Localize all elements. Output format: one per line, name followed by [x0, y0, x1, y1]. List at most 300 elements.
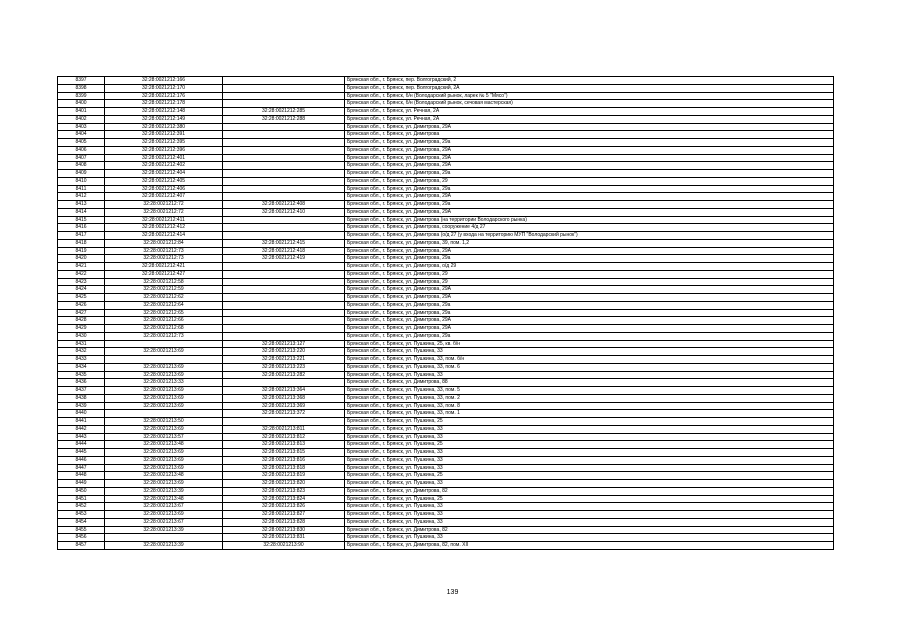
land-cadastral-number-cell: 32:28:0021213:69 [105, 511, 223, 519]
object-cadastral-number-cell: 32:28:0021213:818 [223, 464, 345, 472]
row-number-cell: 8410 [58, 177, 105, 185]
table-row [58, 410, 834, 418]
table-row [58, 216, 834, 224]
table-row [58, 503, 834, 511]
table-row [58, 208, 834, 216]
land-cadastral-number-cell: 32:28:0021213:48 [105, 472, 223, 480]
table-row [58, 84, 834, 92]
row-number-cell: 8424 [58, 286, 105, 294]
land-cadastral-number-cell: 32:28:0021213:69 [105, 449, 223, 457]
object-cadastral-number-cell [223, 193, 345, 201]
object-cadastral-number-cell: 32:28:0021213:815 [223, 449, 345, 457]
table-row [58, 263, 834, 271]
land-cadastral-number-cell: 32:28:0021213:48 [105, 441, 223, 449]
address-cell: Брянская обл., г. Брянск, ул. Димитрова, 29 [345, 278, 834, 286]
table-row [58, 371, 834, 379]
row-number-cell: 8428 [58, 317, 105, 325]
address-cell: Брянская обл., г. Брянск, ул. Димитрова, 29а [345, 332, 834, 340]
cadastral-register-table [57, 76, 834, 550]
land-cadastral-number-cell: 32:28:0021213:69 [105, 363, 223, 371]
land-cadastral-number-cell: 32:28:0021212:401 [105, 154, 223, 162]
land-cadastral-number-cell: 32:28:0021212:68 [105, 325, 223, 333]
object-cadastral-number-cell: 32:28:0021212:419 [223, 255, 345, 263]
object-cadastral-number-cell: 32:28:0021213:830 [223, 526, 345, 534]
object-cadastral-number-cell [223, 325, 345, 333]
row-number-cell: 8455 [58, 526, 105, 534]
address-cell: Брянская обл., г. Брянск, ул. Пушкина, 25 [345, 472, 834, 480]
row-number-cell: 8406 [58, 146, 105, 154]
table-row [58, 332, 834, 340]
object-cadastral-number-cell [223, 286, 345, 294]
object-cadastral-number-cell: 32:28:0021213:221 [223, 356, 345, 364]
object-cadastral-number-cell [223, 224, 345, 232]
object-cadastral-number-cell [223, 123, 345, 131]
address-cell: Брянская обл., г. Брянск, ул. Димитрова, 29а [345, 309, 834, 317]
row-number-cell: 8426 [58, 301, 105, 309]
land-cadastral-number-cell: 32:28:0021212:427 [105, 270, 223, 278]
land-cadastral-number-cell: 32:28:0021213:69 [105, 425, 223, 433]
land-cadastral-number-cell: 32:28:0021212:58 [105, 278, 223, 286]
address-cell: Брянская обл., г. Брянск, ул. Пушкина, 33 [345, 425, 834, 433]
table-row [58, 418, 834, 426]
land-cadastral-number-cell: 32:28:0021212:62 [105, 294, 223, 302]
land-cadastral-number-cell: 32:28:0021212:406 [105, 185, 223, 193]
land-cadastral-number-cell [105, 340, 223, 348]
land-cadastral-number-cell: 32:28:0021213:69 [105, 456, 223, 464]
row-number-cell: 8423 [58, 278, 105, 286]
table-row [58, 185, 834, 193]
table-row [58, 526, 834, 534]
row-number-cell: 8443 [58, 433, 105, 441]
address-cell: Брянская обл., г. Брянск, ул. Димитрова, 29а [345, 139, 834, 147]
table-row [58, 123, 834, 131]
land-cadastral-number-cell [105, 410, 223, 418]
land-cadastral-number-cell: 32:28:0021212:421 [105, 263, 223, 271]
land-cadastral-number-cell: 32:28:0021212:178 [105, 100, 223, 108]
table-row [58, 487, 834, 495]
row-number-cell: 8405 [58, 139, 105, 147]
table-row [58, 92, 834, 100]
object-cadastral-number-cell: 32:28:0021212:288 [223, 115, 345, 123]
table-row [58, 433, 834, 441]
table-row [58, 154, 834, 162]
table-row [58, 255, 834, 263]
object-cadastral-number-cell [223, 232, 345, 240]
address-cell: Брянская обл., г. Брянск, ул. Пушкина, 25, кв. б/н [345, 340, 834, 348]
row-number-cell: 8427 [58, 309, 105, 317]
row-number-cell: 8438 [58, 394, 105, 402]
table-row [58, 239, 834, 247]
address-cell: Брянская обл., г. Брянск, ул. Димитрова, 29 [345, 270, 834, 278]
table-row [58, 108, 834, 116]
object-cadastral-number-cell: 32:28:0021213:827 [223, 511, 345, 519]
row-number-cell: 8398 [58, 84, 105, 92]
address-cell: Брянская обл., г. Брянск, ул. Пушкина, 33 [345, 480, 834, 488]
address-cell: Брянская обл., г. Брянск, ул. Димитрова (о/д 27 (у входа на территорию МУП "Володарский рынок") [345, 232, 834, 240]
object-cadastral-number-cell [223, 146, 345, 154]
row-number-cell: 8416 [58, 224, 105, 232]
address-cell: Брянская обл., г. Брянск, ул. Димитрова, 29а [345, 301, 834, 309]
object-cadastral-number-cell: 32:28:0021213:828 [223, 518, 345, 526]
address-cell: Брянская обл., г. Брянск, ул. Пушкина, 33 [345, 534, 834, 542]
land-cadastral-number-cell: 32:28:0021213:39 [105, 542, 223, 550]
object-cadastral-number-cell: 32:28:0021212:415 [223, 239, 345, 247]
row-number-cell: 8412 [58, 193, 105, 201]
object-cadastral-number-cell: 32:28:0021213:364 [223, 387, 345, 395]
land-cadastral-number-cell: 32:28:0021212:380 [105, 123, 223, 131]
address-cell: Брянская обл., г. Брянск, ул. Пушкина, 33, пом. 5 [345, 387, 834, 395]
object-cadastral-number-cell: 32:28:0021213:127 [223, 340, 345, 348]
table-row [58, 464, 834, 472]
object-cadastral-number-cell: 32:28:0021213:813 [223, 441, 345, 449]
address-cell: Брянская обл., г. Брянск, ул. Пушкина, 33 [345, 518, 834, 526]
land-cadastral-number-cell: 32:28:0021213:69 [105, 394, 223, 402]
table-row [58, 131, 834, 139]
table-row [58, 472, 834, 480]
row-number-cell: 8415 [58, 216, 105, 224]
row-number-cell: 8403 [58, 123, 105, 131]
row-number-cell: 8441 [58, 418, 105, 426]
object-cadastral-number-cell [223, 185, 345, 193]
object-cadastral-number-cell [223, 418, 345, 426]
object-cadastral-number-cell: 32:28:0021213:369 [223, 402, 345, 410]
object-cadastral-number-cell: 32:28:0021213:282 [223, 371, 345, 379]
address-cell: Брянская обл., г. Брянск, ул. Димитрова, 88 [345, 379, 834, 387]
row-number-cell: 8436 [58, 379, 105, 387]
table-row [58, 542, 834, 550]
table-body [58, 77, 834, 550]
row-number-cell: 8449 [58, 480, 105, 488]
object-cadastral-number-cell [223, 263, 345, 271]
land-cadastral-number-cell: 32:28:0021213:67 [105, 503, 223, 511]
object-cadastral-number-cell [223, 92, 345, 100]
address-cell: Брянская обл., г. Брянск, ул. Димитрова, 29А [345, 154, 834, 162]
table-row [58, 146, 834, 154]
address-cell: Брянская обл., г. Брянск, ул. Пушкина, 33, пом. 1 [345, 410, 834, 418]
row-number-cell: 8445 [58, 449, 105, 457]
land-cadastral-number-cell: 32:28:0021212:73 [105, 332, 223, 340]
row-number-cell: 8434 [58, 363, 105, 371]
address-cell: Брянская обл., г. Брянск, ул. Димитрова, 29А [345, 146, 834, 154]
row-number-cell: 8402 [58, 115, 105, 123]
table-row [58, 348, 834, 356]
table-row [58, 534, 834, 542]
land-cadastral-number-cell: 32:28:0021212:66 [105, 317, 223, 325]
table-row [58, 201, 834, 209]
object-cadastral-number-cell [223, 301, 345, 309]
address-cell: Брянская обл., г. Брянск, ул. Пушкина, 33 [345, 371, 834, 379]
address-cell: Брянская обл., г. Брянск, ул. Пушкина, 33 [345, 348, 834, 356]
table-row [58, 317, 834, 325]
land-cadastral-number-cell: 32:28:0021212:414 [105, 232, 223, 240]
table-row [58, 139, 834, 147]
address-cell: Брянская обл., г. Брянск, ул. Пушкина, 33 [345, 464, 834, 472]
address-cell: Брянская обл., г. Брянск, ул. Речная, 2А [345, 108, 834, 116]
address-cell: Брянская обл., г. Брянск, ул. Димитрова, 29а [345, 170, 834, 178]
table-row [58, 270, 834, 278]
land-cadastral-number-cell: 32:28:0021212:73 [105, 255, 223, 263]
table-row [58, 224, 834, 232]
row-number-cell: 8453 [58, 511, 105, 519]
object-cadastral-number-cell [223, 278, 345, 286]
row-number-cell: 8404 [58, 131, 105, 139]
table-row [58, 402, 834, 410]
object-cadastral-number-cell: 32:28:0021213:816 [223, 456, 345, 464]
land-cadastral-number-cell: 32:28:0021213:48 [105, 495, 223, 503]
land-cadastral-number-cell: 32:28:0021212:404 [105, 170, 223, 178]
address-cell: Брянская обл., г. Брянск, ул. Димитрова, 29А [345, 325, 834, 333]
row-number-cell: 8454 [58, 518, 105, 526]
object-cadastral-number-cell [223, 317, 345, 325]
land-cadastral-number-cell: 32:28:0021212:64 [105, 301, 223, 309]
object-cadastral-number-cell: 32:28:0021213:223 [223, 363, 345, 371]
land-cadastral-number-cell: 32:28:0021213:69 [105, 348, 223, 356]
land-cadastral-number-cell [105, 356, 223, 364]
land-cadastral-number-cell: 32:28:0021212:396 [105, 146, 223, 154]
address-cell: Брянская обл., г. Брянск, ул. Димитрова, 29А [345, 247, 834, 255]
row-number-cell: 8417 [58, 232, 105, 240]
land-cadastral-number-cell: 32:28:0021213:69 [105, 480, 223, 488]
row-number-cell: 8432 [58, 348, 105, 356]
land-cadastral-number-cell: 32:28:0021212:412 [105, 224, 223, 232]
address-cell: Брянская обл., г. Брянск, ул. Димитрова, 29А [345, 317, 834, 325]
address-cell: Брянская обл., г. Брянск, б/н (Володарский рынок, ларек № 5 "Мясо") [345, 92, 834, 100]
object-cadastral-number-cell [223, 309, 345, 317]
table-row [58, 232, 834, 240]
row-number-cell: 8439 [58, 402, 105, 410]
table-row [58, 518, 834, 526]
object-cadastral-number-cell [223, 77, 345, 85]
land-cadastral-number-cell: 32:28:0021213:69 [105, 387, 223, 395]
row-number-cell: 8437 [58, 387, 105, 395]
object-cadastral-number-cell [223, 216, 345, 224]
row-number-cell: 8457 [58, 542, 105, 550]
land-cadastral-number-cell: 32:28:0021212:148 [105, 108, 223, 116]
table-row [58, 441, 834, 449]
object-cadastral-number-cell [223, 379, 345, 387]
address-cell: Брянская обл., г. Брянск, ул. Пушкина, 33 [345, 456, 834, 464]
row-number-cell: 8431 [58, 340, 105, 348]
land-cadastral-number-cell: 32:28:0021213:69 [105, 371, 223, 379]
land-cadastral-number-cell: 32:28:0021212:73 [105, 247, 223, 255]
land-cadastral-number-cell [105, 534, 223, 542]
land-cadastral-number-cell: 32:28:0021212:407 [105, 193, 223, 201]
object-cadastral-number-cell [223, 170, 345, 178]
object-cadastral-number-cell [223, 100, 345, 108]
table-row [58, 247, 834, 255]
row-number-cell: 8448 [58, 472, 105, 480]
land-cadastral-number-cell: 32:28:0021212:170 [105, 84, 223, 92]
address-cell: Брянская обл., г. Брянск, ул. Пушкина, 33 [345, 503, 834, 511]
object-cadastral-number-cell: 32:28:0021212:285 [223, 108, 345, 116]
row-number-cell: 8435 [58, 371, 105, 379]
object-cadastral-number-cell [223, 270, 345, 278]
object-cadastral-number-cell [223, 294, 345, 302]
page-number: 139 [446, 589, 459, 596]
table-row [58, 309, 834, 317]
object-cadastral-number-cell [223, 84, 345, 92]
object-cadastral-number-cell: 32:28:0021213:831 [223, 534, 345, 542]
address-cell: Брянская обл., г. Брянск, ул. Димитрова, 82, пом. XII [345, 542, 834, 550]
land-cadastral-number-cell: 32:28:0021212:149 [105, 115, 223, 123]
address-cell: Брянская обл., г. Брянск, ул. Пушкина, 25 [345, 418, 834, 426]
table-row [58, 379, 834, 387]
address-cell: Брянская обл., г. Брянск, ул. Димитрова, 29А [345, 208, 834, 216]
table-row [58, 425, 834, 433]
table-row [58, 170, 834, 178]
row-number-cell: 8450 [58, 487, 105, 495]
table-row [58, 511, 834, 519]
object-cadastral-number-cell: 32:28:0021213:90 [223, 542, 345, 550]
table-row [58, 363, 834, 371]
land-cadastral-number-cell: 32:28:0021213:39 [105, 526, 223, 534]
row-number-cell: 8447 [58, 464, 105, 472]
address-cell: Брянская обл., г. Брянск, ул. Пушкина, 33, пом. б/н [345, 356, 834, 364]
object-cadastral-number-cell: 32:28:0021213:819 [223, 472, 345, 480]
address-cell: Брянская обл., г. Брянск, ул. Димитрова, 82 [345, 526, 834, 534]
object-cadastral-number-cell: 32:28:0021213:823 [223, 487, 345, 495]
land-cadastral-number-cell: 32:28:0021212:65 [105, 309, 223, 317]
table-row [58, 356, 834, 364]
table-row [58, 77, 834, 85]
object-cadastral-number-cell [223, 177, 345, 185]
row-number-cell: 8451 [58, 495, 105, 503]
row-number-cell: 8444 [58, 441, 105, 449]
row-number-cell: 8414 [58, 208, 105, 216]
land-cadastral-number-cell: 32:28:0021213:69 [105, 464, 223, 472]
address-cell: Брянская обл., г. Брянск, ул. Димитрова, 29а [345, 255, 834, 263]
row-number-cell: 8408 [58, 162, 105, 170]
object-cadastral-number-cell: 32:28:0021213:826 [223, 503, 345, 511]
row-number-cell: 8421 [58, 263, 105, 271]
object-cadastral-number-cell: 32:28:0021213:824 [223, 495, 345, 503]
land-cadastral-number-cell: 32:28:0021213:67 [105, 518, 223, 526]
object-cadastral-number-cell [223, 332, 345, 340]
table-row [58, 100, 834, 108]
address-cell: Брянская обл., г. Брянск, ул. Пушкина, 33 [345, 449, 834, 457]
land-cadastral-number-cell: 32:28:0021212:405 [105, 177, 223, 185]
object-cadastral-number-cell [223, 131, 345, 139]
row-number-cell: 8446 [58, 456, 105, 464]
object-cadastral-number-cell [223, 139, 345, 147]
address-cell: Брянская обл., г. Брянск, ул. Димитрова, 29А [345, 162, 834, 170]
land-cadastral-number-cell: 32:28:0021213:69 [105, 402, 223, 410]
address-cell: Брянская обл., г. Брянск, пер. Волгоградский, 2 [345, 77, 834, 85]
table-row [58, 278, 834, 286]
table-row [58, 387, 834, 395]
table-row [58, 340, 834, 348]
table-row [58, 115, 834, 123]
row-number-cell: 8430 [58, 332, 105, 340]
row-number-cell: 8400 [58, 100, 105, 108]
address-cell: Брянская обл., г. Брянск, ул. Димитрова, 29А [345, 123, 834, 131]
row-number-cell: 8397 [58, 77, 105, 85]
land-cadastral-number-cell: 32:28:0021213:57 [105, 433, 223, 441]
land-cadastral-number-cell: 32:28:0021213:33 [105, 379, 223, 387]
object-cadastral-number-cell: 32:28:0021213:811 [223, 425, 345, 433]
table-row [58, 177, 834, 185]
object-cadastral-number-cell: 32:28:0021213:368 [223, 394, 345, 402]
table-row [58, 294, 834, 302]
object-cadastral-number-cell: 32:28:0021213:812 [223, 433, 345, 441]
land-cadastral-number-cell: 32:28:0021212:59 [105, 286, 223, 294]
land-cadastral-number-cell: 32:28:0021212:166 [105, 77, 223, 85]
address-cell: Брянская обл., г. Брянск, ул. Пушкина, 33, пом. 8 [345, 402, 834, 410]
row-number-cell: 8407 [58, 154, 105, 162]
address-cell: Брянская обл., г. Брянск, пер. Волгоградский, 2А [345, 84, 834, 92]
object-cadastral-number-cell: 32:28:0021213:220 [223, 348, 345, 356]
land-cadastral-number-cell: 32:28:0021212:72 [105, 208, 223, 216]
table-row [58, 394, 834, 402]
table-row [58, 162, 834, 170]
table-row [58, 193, 834, 201]
land-cadastral-number-cell: 32:28:0021212:72 [105, 201, 223, 209]
table-row [58, 480, 834, 488]
address-cell: Брянская обл., г. Брянск, ул. Пушкина, 25 [345, 441, 834, 449]
table-row [58, 449, 834, 457]
address-cell: Брянская обл., г. Брянск, ул. Пушкина, 33, пом. 6 [345, 363, 834, 371]
address-cell: Брянская обл., г. Брянск, ул. Пушкина, 25 [345, 495, 834, 503]
row-number-cell: 8399 [58, 92, 105, 100]
object-cadastral-number-cell [223, 162, 345, 170]
object-cadastral-number-cell [223, 154, 345, 162]
address-cell: Брянская обл., г. Брянск, ул. Пушкина, 33, пом. 2 [345, 394, 834, 402]
land-cadastral-number-cell: 32:28:0021212:411 [105, 216, 223, 224]
address-cell: Брянская обл., г. Брянск, ул. Димитрова, 29а [345, 185, 834, 193]
object-cadastral-number-cell: 32:28:0021212:410 [223, 208, 345, 216]
row-number-cell: 8413 [58, 201, 105, 209]
land-cadastral-number-cell: 32:28:0021213:39 [105, 487, 223, 495]
row-number-cell: 8401 [58, 108, 105, 116]
address-cell: Брянская обл., г. Брянск, ул. Димитрова, 29А [345, 286, 834, 294]
address-cell: Брянская обл., г. Брянск, б/н (Володарский рынок, сечовая мастерская) [345, 100, 834, 108]
row-number-cell: 8456 [58, 534, 105, 542]
row-number-cell: 8440 [58, 410, 105, 418]
address-cell: Брянская обл., г. Брянск, ул. Димитрова, 29 [345, 177, 834, 185]
table-row [58, 456, 834, 464]
address-cell: Брянская обл., г. Брянск, ул. Димитрова, 39, пом. 1,2 [345, 239, 834, 247]
object-cadastral-number-cell: 32:28:0021213:372 [223, 410, 345, 418]
row-number-cell: 8418 [58, 239, 105, 247]
row-number-cell: 8409 [58, 170, 105, 178]
row-number-cell: 8433 [58, 356, 105, 364]
table-row [58, 286, 834, 294]
object-cadastral-number-cell: 32:28:0021212:408 [223, 201, 345, 209]
row-number-cell: 8425 [58, 294, 105, 302]
row-number-cell: 8442 [58, 425, 105, 433]
row-number-cell: 8411 [58, 185, 105, 193]
address-cell: Брянская обл., г. Брянск, ул. Пушкина, 33 [345, 511, 834, 519]
address-cell: Брянская обл., г. Брянск, ул. Димитрова, 29А [345, 294, 834, 302]
row-number-cell: 8419 [58, 247, 105, 255]
land-cadastral-number-cell: 32:28:0021212:391 [105, 131, 223, 139]
land-cadastral-number-cell: 32:28:0021212:84 [105, 239, 223, 247]
row-number-cell: 8429 [58, 325, 105, 333]
row-number-cell: 8420 [58, 255, 105, 263]
land-cadastral-number-cell: 32:28:0021212:402 [105, 162, 223, 170]
address-cell: Брянская обл., г. Брянск, ул. Речная, 2А [345, 115, 834, 123]
land-cadastral-number-cell: 32:28:0021213:50 [105, 418, 223, 426]
address-cell: Брянская обл., г. Брянск, ул. Димитрова, 29а [345, 201, 834, 209]
object-cadastral-number-cell: 32:28:0021212:418 [223, 247, 345, 255]
address-cell: Брянская обл., г. Брянск, ул. Димитрова (на территории Володарского рынка) [345, 216, 834, 224]
address-cell: Брянская обл., г. Брянск, ул. Димитрова, 29А [345, 193, 834, 201]
address-cell: Брянская обл., г. Брянск, ул. Димитрова, о/д 29 [345, 263, 834, 271]
land-cadastral-number-cell: 32:28:0021212:395 [105, 139, 223, 147]
object-cadastral-number-cell: 32:28:0021213:820 [223, 480, 345, 488]
row-number-cell: 8422 [58, 270, 105, 278]
land-cadastral-number-cell: 32:28:0021212:176 [105, 92, 223, 100]
